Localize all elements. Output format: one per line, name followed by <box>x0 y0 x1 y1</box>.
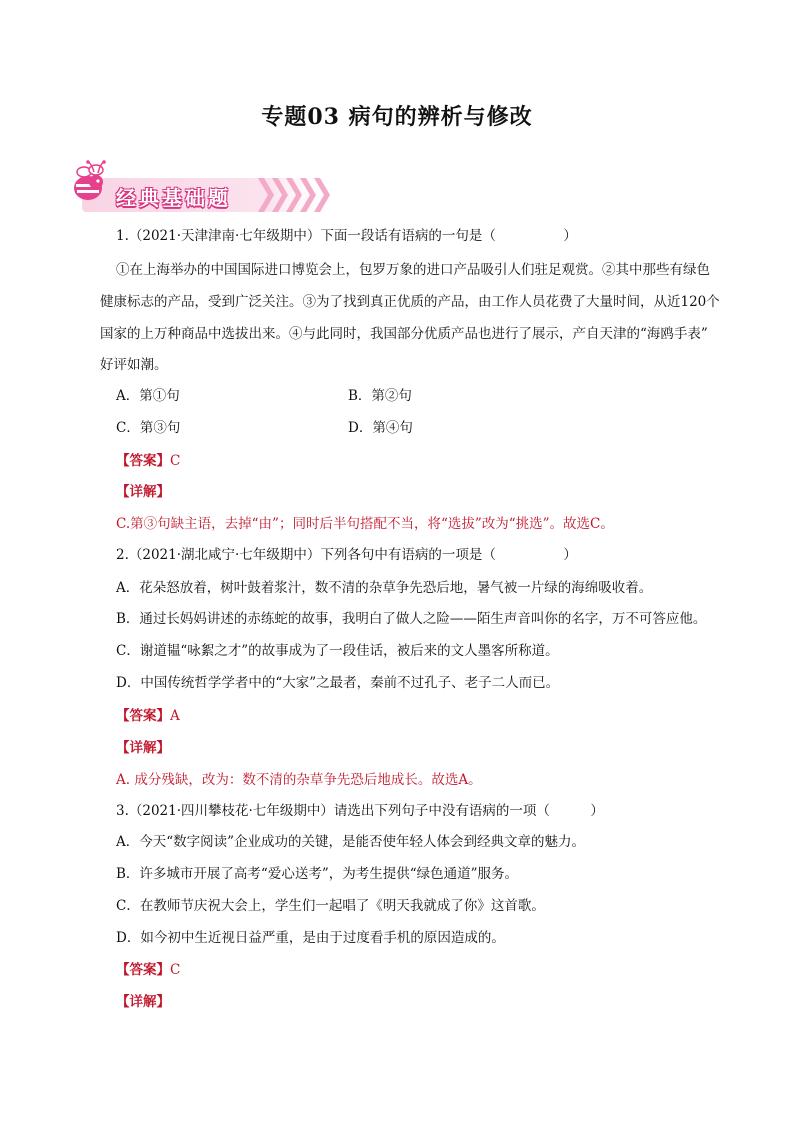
detail-label: 【详解】 <box>116 484 170 500</box>
question-2-stem: 2.（2021·湖北咸宁·七年级期中）下列各句中有语病的一项是（ ） <box>116 547 577 563</box>
question-1-option-d: D．第④句 <box>348 420 413 436</box>
question-2-option-a: A．花朵怒放着，树叶鼓着浆汁，数不清的杂草争先恐后地，暑气被一片绿的海绵吸收着。 <box>116 580 653 596</box>
question-3-detail-label <box>116 992 170 1012</box>
question-2-option-c: C．谢道韫“咏絮之才”的故事成为了一段佳话，被后来的文人墨客所称道。 <box>116 643 559 659</box>
question-2-detail-label <box>116 738 170 758</box>
page-title: 专题03 病句的辨析与修改 <box>261 104 533 130</box>
answer-label: 【答案】 <box>116 962 170 978</box>
question-1-passage-line: 国家的上万种商品中选拔出来。④与此同时，我国部分优质产品也进行了展示，产自天津的“海鸥手表” <box>100 326 708 342</box>
question-1-stem: 1.（2021·天津津南·七年级期中）下面一段话有语病的一句是（ ） <box>116 228 577 244</box>
banner-label: 经典基础题 <box>116 186 231 210</box>
answer-label: 【答案】 <box>116 453 170 469</box>
question-1-option-a: A．第①句 <box>116 388 180 404</box>
question-1-detail-label <box>116 482 170 502</box>
detail-label: 【详解】 <box>116 994 170 1010</box>
question-2-option-b: B．通过长妈妈讲述的赤练蛇的故事，我明白了做人之险——陌生声音叫你的名字，万不可答应他。 <box>116 611 707 627</box>
question-1-detail: C.第③句缺主语，去掉“由”；同时后半句搭配不当，将“选拔”改为“挑选”。故选C。 <box>116 516 614 532</box>
answer-value: A <box>170 708 180 724</box>
question-3-option-b: B．许多城市开展了高考“爱心送考”，为考生提供“绿色通道”服务。 <box>116 866 519 882</box>
question-2-detail: A. 成分残缺，改为：数不清的杂草争先恐后地成长。故选A。 <box>116 772 482 788</box>
question-1-option-b: B．第②句 <box>348 388 412 404</box>
question-2-option-d: D．中国传统哲学学者中的“大家”之最者，秦前不过孔子、老子二人而已。 <box>116 675 560 691</box>
answer-value: C <box>170 453 181 469</box>
answer-label: 【答案】 <box>116 708 170 724</box>
question-1-option-c: C．第③句 <box>116 420 181 436</box>
detail-label: 【详解】 <box>116 740 170 756</box>
question-3-answer <box>116 960 180 980</box>
question-3-stem: 3.（2021·四川攀枝花·七年级期中）请选出下列句子中没有语病的一项（ ） <box>116 803 604 819</box>
question-1-answer <box>116 451 180 471</box>
question-2-answer <box>116 706 180 726</box>
question-3-option-d: D．如今初中生近视日益严重，是由于过度看手机的原因造成的。 <box>116 930 505 946</box>
question-1-passage-line: ①在上海举办的中国国际进口博览会上，包罗万象的进口产品吸引人们驻足观赏。②其中那些有绿色 <box>116 262 710 278</box>
question-3-option-c: C．在教师节庆祝大会上，学生们一起唱了《明天我就成了你》这首歌。 <box>116 898 545 914</box>
answer-value: C <box>170 962 181 978</box>
question-3-option-a: A．今天“数字阅读”企业成功的关键，是能否使年轻人体会到经典文章的魅力。 <box>116 834 586 850</box>
question-1-passage-line: 好评如潮。 <box>100 357 168 373</box>
question-1-passage-line: 健康标志的产品，受到广泛关注。③为了找到真正优质的产品，由工作人员花费了大量时间，从近120个 <box>100 294 720 310</box>
section-banner <box>62 158 332 218</box>
